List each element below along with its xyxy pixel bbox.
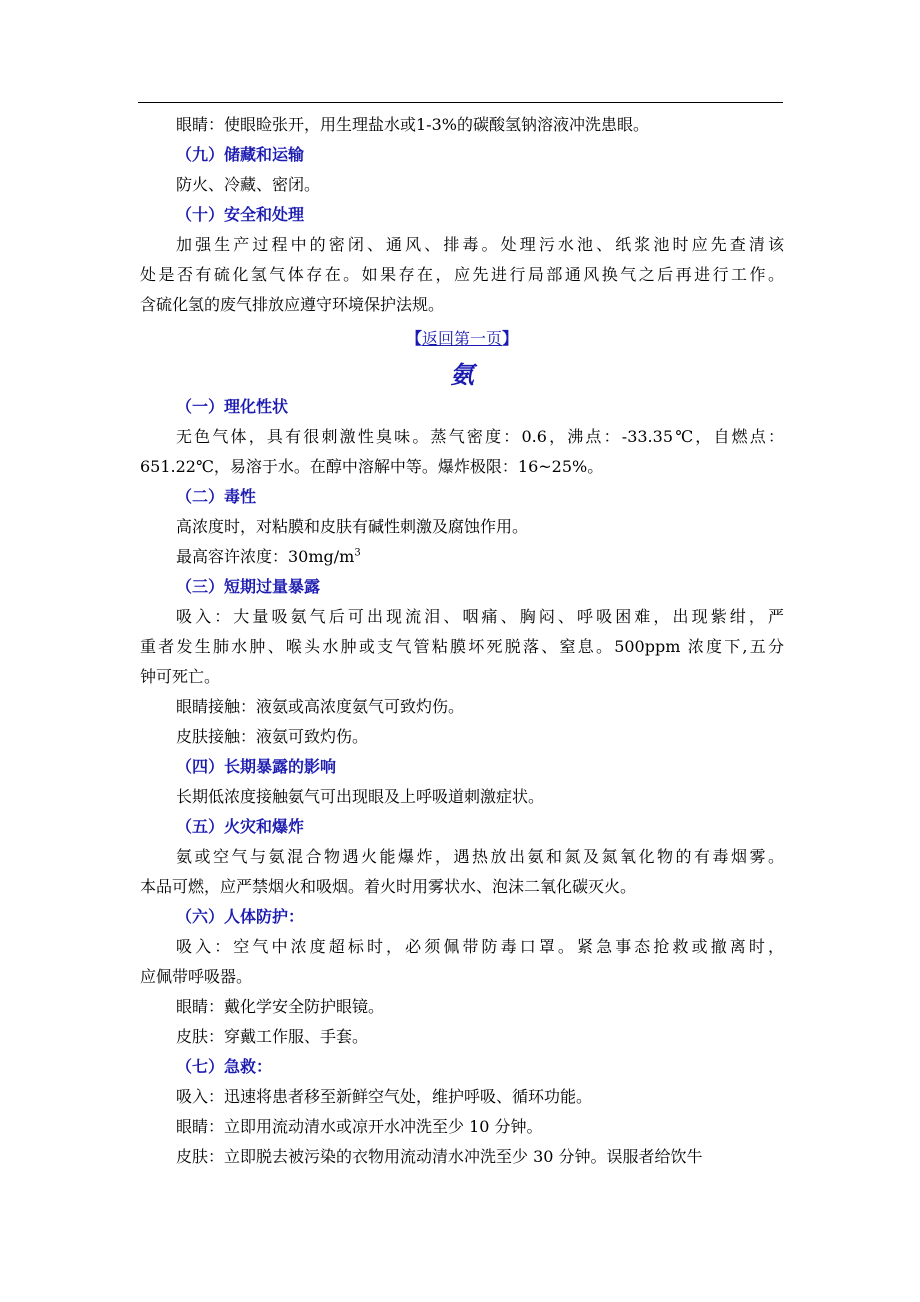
fire-heading: （五）火灾和爆炸	[176, 817, 305, 836]
props-heading: （一）理化性状	[176, 397, 289, 416]
aid-eye-text: 眼睛：立即用流动清水或凉开水冲洗至少 10 分钟。	[176, 1117, 543, 1136]
bracket-left: 【	[405, 329, 422, 348]
toxicity-mac-text: 最高容许浓度：30mg/m	[176, 547, 355, 566]
toxicity-mac-sup: 3	[354, 547, 361, 559]
aid-inhale-text: 吸入：迅速将患者移至新鲜空气处，维护呼吸、循环功能。	[176, 1087, 593, 1106]
first-aid-heading: （七）急救：	[176, 1057, 273, 1076]
safety-line: 加强生产过程中的密闭、通风、排毒。处理污水池、纸浆池时应先查清该	[176, 235, 784, 254]
short-inhale-line: 重者发生肺水肿、喉头水肿或支气管粘膜坏死脱落、窒息。500ppm 浓度下,五分	[140, 637, 784, 656]
protection-heading: （六）人体防护：	[176, 907, 305, 926]
fire-line: 本品可燃，应严禁烟火和吸烟。着火时用雾状水、泡沫二氧化碳灭火。	[140, 877, 637, 896]
eye-wash-text: 眼睛：使眼睑张开，用生理盐水或1-3%的碳酸氢钠溶液冲洗患眼。	[176, 115, 649, 134]
bracket-right: 】	[502, 329, 519, 348]
short-inhale-line: 吸入：大量吸氨气后可出现流泪、咽痛、胸闷、呼吸困难，出现紫绀，严	[176, 607, 784, 626]
document-body	[140, 110, 784, 1172]
long-exposure-text: 长期低浓度接触氨气可出现眼及上呼吸道刺激症状。	[176, 787, 545, 806]
safety-heading: （十）安全和处理	[176, 205, 305, 224]
toxicity-text: 高浓度时，对粘膜和皮肤有碱性刺激及腐蚀作用。	[176, 517, 529, 536]
back-to-first-page-link[interactable]: 返回第一页	[421, 329, 502, 348]
safety-line: 处是否有硫化氢气体存在。如果存在，应先进行局部通风换气之后再进行工作。	[140, 265, 784, 284]
storage-heading: （九）储藏和运输	[176, 145, 305, 164]
section-title: 氨	[450, 360, 474, 389]
short-eye-text: 眼睛接触：液氨或高浓度氨气可致灼伤。	[176, 697, 465, 716]
protect-inhale-line: 应佩带呼吸器。	[140, 967, 253, 986]
props-line: 651.22℃，易溶于水。在醇中溶解中等。爆炸极限：16~25%。	[140, 457, 604, 476]
protect-skin-text: 皮肤：穿戴工作服、手套。	[176, 1027, 369, 1046]
toxicity-heading: （二）毒性	[176, 487, 257, 506]
back-link-row	[140, 320, 784, 360]
aid-skin-text: 皮肤：立即脱去被污染的衣物用流动清水冲洗至少 30 分钟。误服者给饮牛	[176, 1147, 703, 1166]
short-exposure-heading: （三）短期过量暴露	[176, 577, 321, 596]
short-inhale-line: 钟可死亡。	[140, 667, 221, 686]
protect-eye-text: 眼睛：戴化学安全防护眼镜。	[176, 997, 385, 1016]
toxicity-mac	[140, 542, 784, 572]
props-line: 无色气体，具有很刺激性臭味。蒸气密度：0.6，沸点：-33.35℃，自燃点：	[176, 427, 784, 446]
short-skin-text: 皮肤接触：液氨可致灼伤。	[176, 727, 369, 746]
header-rule	[138, 102, 783, 103]
long-exposure-heading: （四）长期暴露的影响	[176, 757, 337, 776]
fire-line: 氨或空气与氨混合物遇火能爆炸，遇热放出氨和氮及氮氧化物的有毒烟雾。	[176, 847, 784, 866]
protect-inhale-line: 吸入：空气中浓度超标时，必须佩带防毒口罩。紧急事态抢救或撤离时，	[176, 937, 784, 956]
safety-line: 含硫化氢的废气排放应遵守环境保护法规。	[140, 295, 445, 314]
storage-text: 防火、冷藏、密闭。	[176, 175, 321, 194]
